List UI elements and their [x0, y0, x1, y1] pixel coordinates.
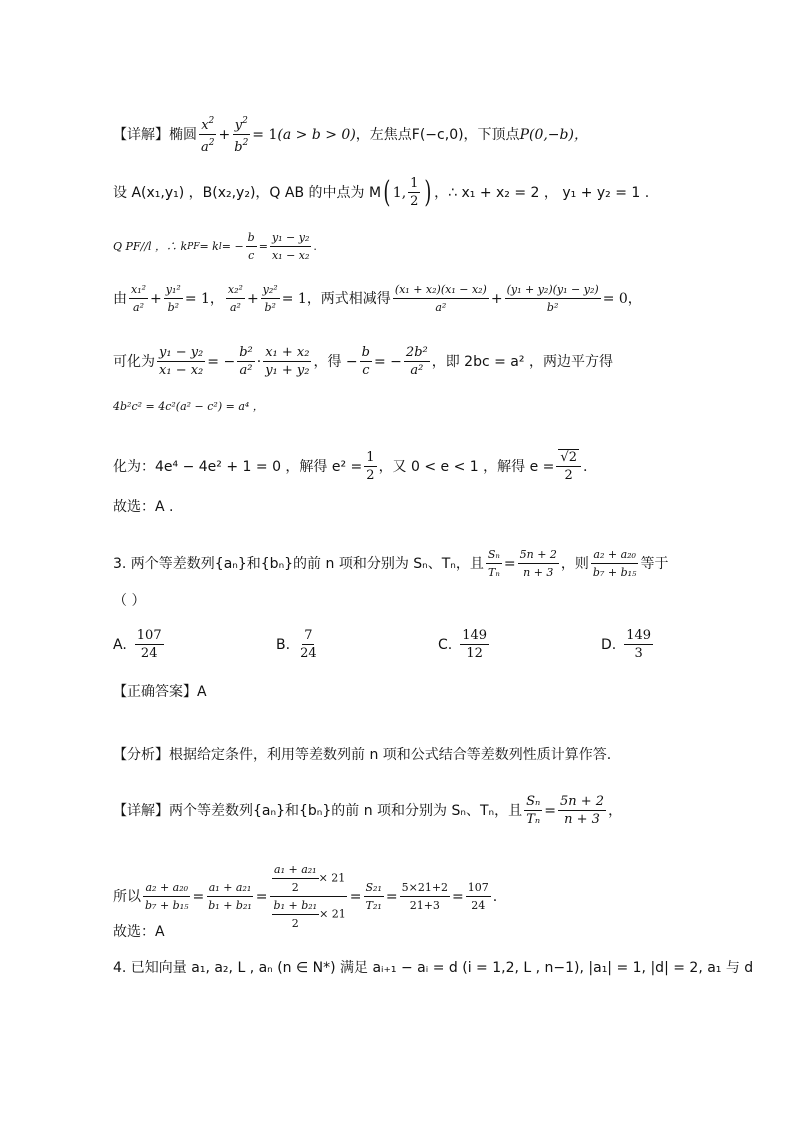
- slope-xy-frac: $\frac{\text{y₁ − y₂}}{\text{x₁ − x₂}}$: [271, 231, 310, 262]
- option-a[interactable]: A. $\frac{107}{24}$: [113, 628, 162, 661]
- parallel-line: Q PF//l ，∴ k PF = k l = − $\frac{b}{c}$ = $\frac{\text{y₁ − y₂}}{\text{x₁ − x₂}}$ .: [113, 231, 317, 262]
- ellipse-line: 【详解】 椭圆 $\frac{x^2}{a^2}$ + $\frac{y^2}{b^2}$ = 1 (a > b > 0) ，左焦点F(−c,0)，下顶点 P(0,−b)，: [113, 116, 588, 155]
- question-3-paren: （ ）: [113, 593, 146, 609]
- focus-text: ，左焦点F(−c,0)，下顶点: [355, 126, 520, 143]
- so-chain: 所以 $\frac{\text{a₂ + a₂₀}}{\text{b₇ + b₁₅}}$ = $\frac{\text{a₁ + a₂₁}}{\text{b₁ + b₂₁}}$ = $\frac{\text{a₁ + a₂₁}}{2}$ × 21 $\frac{\text{b₁ + b₂₁}}{2}$ × 21 = $\frac{\text{S₂₁}}{\text{T₂₁}}$ = $\frac{5\times 21+2}{21+3}$ = $\frac{107}{24}$ .: [113, 863, 498, 930]
- ellipse-y-frac: $\frac{y^2}{b^2}$: [234, 116, 249, 155]
- ellipse-intro: 椭圆: [169, 126, 197, 143]
- option-c[interactable]: C. $\frac{149}{12}$: [438, 628, 488, 661]
- midpoint-frac: $\frac{1}{2}$: [410, 176, 419, 209]
- q3-detail: 【详解】两个等差数列{aₙ}和{bₙ}的前 n 项和分别为 Sₙ、Tₙ，且 $\frac{\text{Sₙ}}{\text{Tₙ}}$ = $\frac{5n + 2}{n + 3}$ ，: [113, 794, 623, 827]
- subtract-line: 由 $\frac{\text{x₁²}}{\text{a²}}$ + $\frac{\text{y₁²}}{\text{b²}}$ = 1 ， $\frac{\text{x₂²}}{\text{a²}}$ + $\frac{\text{y₂²}}{\text{b²}}$ = 1 ，两式相减得 $\frac{\text{(x₁ + x₂)(x₁ − x₂)}}{\text{a²}}$ + $\frac{\text{(y₁ + y₂)(y₁ − y₂)}}{\text{b²}}$ = 0，: [113, 283, 642, 314]
- detail-heading: 【详解】: [113, 126, 169, 143]
- question-4: 4. 已知向量 a₁, a₂, L , aₙ (n ∈ N*) 满足 aᵢ₊₁ − aᵢ = d (i = 1,2, L , n−1), |a₁| = 1, |d| = 2, a₁ 与 d: [113, 960, 754, 976]
- simplify-line: 可化为 $\frac{\text{y₁ − y₂}}{\text{x₁ − x₂}}$ = − $\frac{\text{b²}}{\text{a²}}$ · $\frac{\text{x₁ + x₂}}{\text{y₁ + y₂}}$ ，得 − $\frac{b}{c}$ = − $\frac{\text{2b²}}{\text{a²}}$ ，即 2bc = a² ，两边平方得: [113, 345, 613, 378]
- slope-bc-frac: $\frac{b}{c}$: [247, 231, 255, 262]
- set-points: 设 A(x₁,y₁) ，B(x₂,y₂)，Q AB 的中点为 M: [113, 184, 382, 201]
- answer-3: 故选：A: [113, 924, 165, 940]
- square-line: 4b²c² = 4c²(a² − c²) = a⁴ ，: [113, 400, 264, 413]
- option-d[interactable]: D. $\frac{149}{3}$: [601, 628, 652, 661]
- points-line: 设 A(x₁,y₁) ，B(x₂,y₂)，Q AB 的中点为 M ( 1, $\frac{1}{2}$ ) ，∴ x₁ + x₂ = 2 ， y₁ + y₂ = 1 .: [113, 174, 650, 210]
- answer-1: 故选：A .: [113, 499, 174, 515]
- question-3: 3. 两个等差数列{aₙ}和{bₙ}的前 n 项和分别为 Sₙ、Tₙ，且 $\frac{\text{Sₙ}}{\text{Tₙ}}$ = $\frac{5n + 2}{n + 3}$ ，则 $\frac{\text{a₂ + a₂₀}}{\text{b₇ + b₁₅}}$ 等于: [113, 548, 669, 579]
- option-b[interactable]: B. $\frac{7}{24}$: [276, 628, 317, 661]
- vertex-text: P(0,−b)，: [519, 126, 588, 143]
- ellipse-x-frac: $\frac{x^2}{a^2}$: [201, 116, 215, 155]
- correct-answer: 【正确答案】A: [113, 684, 207, 700]
- reduce-line: 化为：4e⁴ − 4e² + 1 = 0 ，解得 e² = $\frac{1}{2}$ ，又 0 < e < 1 ，解得 e = $\frac{√2}{2}$ .: [113, 450, 588, 483]
- sum-relations: ，∴ x₁ + x₂ = 2 ， y₁ + y₂ = 1 .: [434, 184, 650, 201]
- analysis: 【分析】根据给定条件，利用等差数列前 n 项和公式结合等差数列性质计算作答.: [113, 747, 612, 763]
